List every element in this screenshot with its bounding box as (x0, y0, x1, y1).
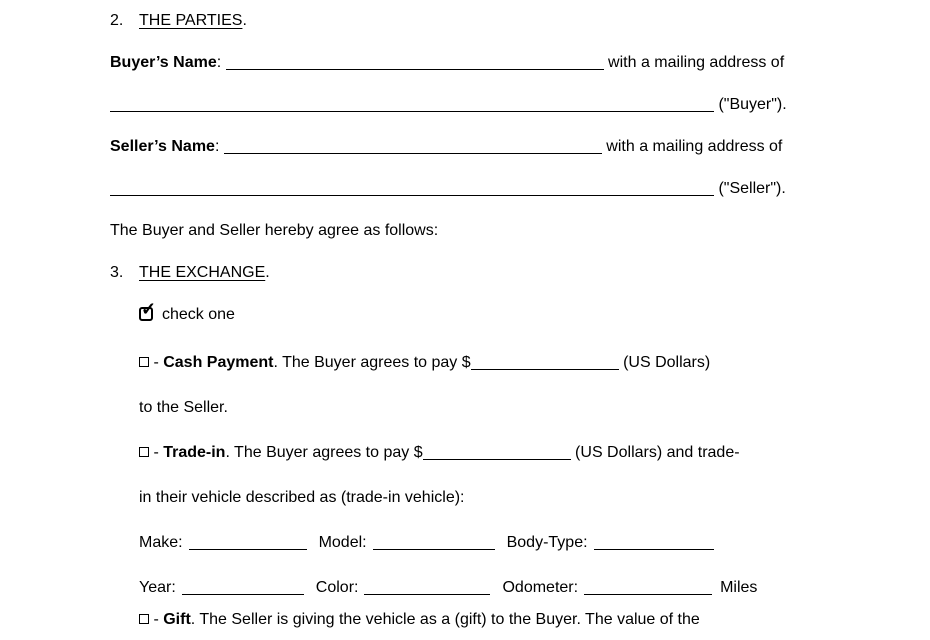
odometer-label: Odometer: (502, 579, 579, 596)
gift-option-line-clipped (110, 610, 900, 640)
trade-continuation-line (110, 475, 900, 520)
cash-continuation-line (110, 385, 900, 430)
agreement-intro-text: The Buyer and Seller hereby agree as follows: (110, 222, 439, 239)
year-field[interactable] (182, 581, 304, 595)
cash-amount-field[interactable] (471, 356, 619, 370)
buyer-address-line (110, 84, 900, 126)
cash-option-dash: - (149, 354, 164, 371)
seller-name-field[interactable] (224, 140, 602, 154)
check-one-label: check one (162, 306, 235, 323)
seller-name-separator: : (214, 138, 224, 155)
gift-unchecked-checkbox-icon[interactable] (139, 614, 149, 624)
color-label: Color: (315, 579, 359, 596)
seller-address-field[interactable] (110, 182, 714, 196)
check-one-line (110, 294, 900, 336)
section-parties-period: . (242, 12, 247, 29)
buyer-address-field[interactable] (110, 98, 714, 112)
trade-after-amount-text: (US Dollars) and trade- (570, 444, 740, 461)
seller-address-line (110, 168, 900, 210)
color-field[interactable] (364, 581, 490, 595)
cash-continuation-text: to the Seller. (139, 399, 228, 416)
trade-unchecked-checkbox-icon[interactable] (139, 447, 149, 457)
section-exchange-period: . (265, 264, 270, 281)
year-label: Year: (139, 579, 176, 596)
cash-before-amount-text: . The Buyer agrees to pay $ (273, 354, 471, 371)
make-label: Make: (139, 534, 183, 551)
odometer-field[interactable] (584, 581, 712, 595)
buyer-name-label: Buyer’s Name (110, 54, 217, 71)
section-parties-heading (110, 0, 900, 42)
vehicle-row-1 (110, 520, 900, 565)
cash-payment-label: Cash Payment (163, 354, 274, 371)
checked-checkbox-icon[interactable] (139, 299, 157, 321)
gift-label: Gift (163, 611, 191, 628)
body-type-field[interactable] (594, 536, 714, 550)
trade-in-option-line (110, 430, 900, 475)
section-parties-title: THE PARTIES (139, 12, 243, 29)
trade-amount-field[interactable] (423, 446, 571, 460)
model-field[interactable] (373, 536, 495, 550)
vehicle-row-2 (110, 565, 900, 610)
seller-name-line (110, 126, 900, 168)
trade-in-label: Trade-in (163, 444, 226, 461)
gift-option-dash: - (149, 611, 164, 628)
seller-name-label: Seller’s Name (110, 138, 215, 155)
buyer-name-after-text: with a mailing address of (603, 54, 785, 71)
trade-continuation-text: in their vehicle described as (trade-in vehicle): (139, 489, 465, 506)
section-exchange-number: 3. (110, 264, 124, 281)
buyer-name-field[interactable] (226, 56, 604, 70)
buyer-name-separator: : (216, 54, 226, 71)
check-mark-icon: ✓ (141, 299, 157, 319)
cash-unchecked-checkbox-icon[interactable] (139, 357, 149, 367)
buyer-address-after-text: ("Buyer"). (714, 96, 787, 113)
seller-address-after-text: ("Seller"). (714, 180, 786, 197)
trade-option-dash: - (149, 444, 164, 461)
cash-after-amount-text: (US Dollars) (618, 354, 711, 371)
seller-name-after-text: with a mailing address of (601, 138, 783, 155)
cash-payment-option-line (110, 340, 900, 385)
agreement-intro-line (110, 210, 900, 252)
gift-option-text: . The Seller is giving the vehicle as a (gift) to the Buyer. The value of the (190, 611, 700, 628)
model-label: Model: (318, 534, 367, 551)
make-field[interactable] (189, 536, 307, 550)
buyer-name-line (110, 42, 900, 84)
section-parties-number: 2. (110, 12, 124, 29)
section-exchange-title: THE EXCHANGE (139, 264, 266, 281)
miles-suffix-label: Miles (720, 579, 758, 596)
trade-before-amount-text: . The Buyer agrees to pay $ (225, 444, 423, 461)
body-type-label: Body-Type: (506, 534, 588, 551)
section-exchange-heading (110, 252, 900, 294)
